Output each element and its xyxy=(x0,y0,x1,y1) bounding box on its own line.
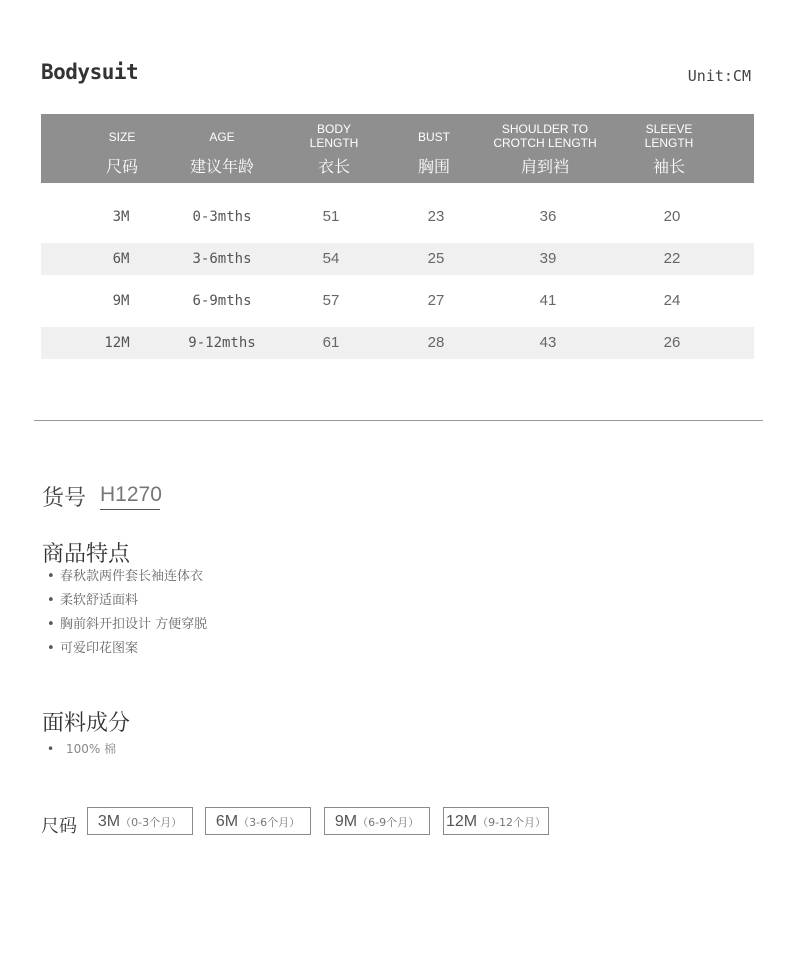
features-list xyxy=(42,565,207,661)
header-en: SIZE xyxy=(108,130,136,144)
header-cn: 建议年龄 xyxy=(189,157,255,176)
list-item: • 春秋款两件套长袖连体衣 xyxy=(42,565,207,589)
table-row xyxy=(41,285,754,317)
size-option-12m[interactable] xyxy=(443,807,549,835)
cell-sleeve-length: 26 xyxy=(663,334,681,351)
size-option-label: 6M xyxy=(215,813,239,830)
cell-age: 9-12mths xyxy=(188,335,256,351)
header-en: SLEEVE LENGTH xyxy=(644,122,694,150)
size-option-range: （3-6个月） xyxy=(238,816,301,829)
cell-age: 6-9mths xyxy=(192,293,252,309)
header-cn: 肩到裆 xyxy=(520,157,570,176)
cell-sleeve-length: 22 xyxy=(663,250,681,267)
fabric-list xyxy=(42,737,116,761)
header-en: BODY LENGTH xyxy=(309,122,359,150)
list-item: • 100% 棉 xyxy=(42,737,116,761)
size-option-9m[interactable] xyxy=(324,807,430,835)
cell-bust: 23 xyxy=(427,208,445,225)
cell-bust: 25 xyxy=(427,250,445,267)
size-option-range: （9-12个月） xyxy=(477,816,547,829)
cell-body-length: 61 xyxy=(322,334,340,351)
cell-size: 9M xyxy=(112,293,130,309)
list-item: • 可爱印花图案 xyxy=(42,637,207,661)
cell-sleeve-length: 20 xyxy=(663,208,681,225)
cell-size: 6M xyxy=(112,251,130,267)
header-cn: 胸围 xyxy=(417,157,451,176)
cell-shoulder-crotch: 41 xyxy=(539,292,557,309)
size-chart-table xyxy=(41,114,754,351)
size-option-label: 9M xyxy=(334,813,358,830)
table-row xyxy=(41,327,754,359)
item-number-value: H1270 xyxy=(100,481,160,510)
table-row xyxy=(41,243,754,275)
cell-size: 3M xyxy=(112,209,130,225)
size-option-range: （6-9个月） xyxy=(357,816,420,829)
features-title: 商品特点 xyxy=(42,542,131,567)
cell-shoulder-crotch: 39 xyxy=(539,250,557,267)
list-item: • 胸前斜开扣设计 方便穿脱 xyxy=(42,613,207,637)
header-en: SHOULDER TO CROTCH LENGTH xyxy=(493,122,597,150)
cell-shoulder-crotch: 43 xyxy=(539,334,557,351)
size-option-6m[interactable] xyxy=(205,807,311,835)
header-en: BUST xyxy=(417,130,451,144)
cell-body-length: 57 xyxy=(322,292,340,309)
unit-label: Unit:CM xyxy=(687,67,751,85)
header-cn: 衣长 xyxy=(317,157,351,176)
list-item: • 柔软舒适面料 xyxy=(42,589,207,613)
cell-age: 3-6mths xyxy=(192,251,252,267)
cell-bust: 27 xyxy=(427,292,445,309)
header-cn: 袖长 xyxy=(652,157,686,176)
size-option-label: 12M xyxy=(445,813,478,830)
fabric-title: 面料成分 xyxy=(42,711,131,736)
cell-body-length: 54 xyxy=(322,250,340,267)
cell-sleeve-length: 24 xyxy=(663,292,681,309)
cell-bust: 28 xyxy=(427,334,445,351)
header-cn: 尺码 xyxy=(105,157,139,176)
item-number-label: 货号 xyxy=(42,486,87,511)
size-option-3m[interactable] xyxy=(87,807,193,835)
header-en: AGE xyxy=(209,130,235,144)
cell-body-length: 51 xyxy=(322,208,340,225)
size-option-label: 3M xyxy=(97,813,121,830)
size-selector-label: 尺码 xyxy=(41,816,77,837)
size-option-range: （0-3个月） xyxy=(120,816,183,829)
cell-shoulder-crotch: 36 xyxy=(539,208,557,225)
section-divider xyxy=(34,420,763,421)
table-header xyxy=(41,114,754,183)
page-title: Bodysuit xyxy=(41,60,139,84)
cell-size: 12M xyxy=(104,335,130,351)
table-row xyxy=(41,201,754,233)
cell-age: 0-3mths xyxy=(192,209,252,225)
